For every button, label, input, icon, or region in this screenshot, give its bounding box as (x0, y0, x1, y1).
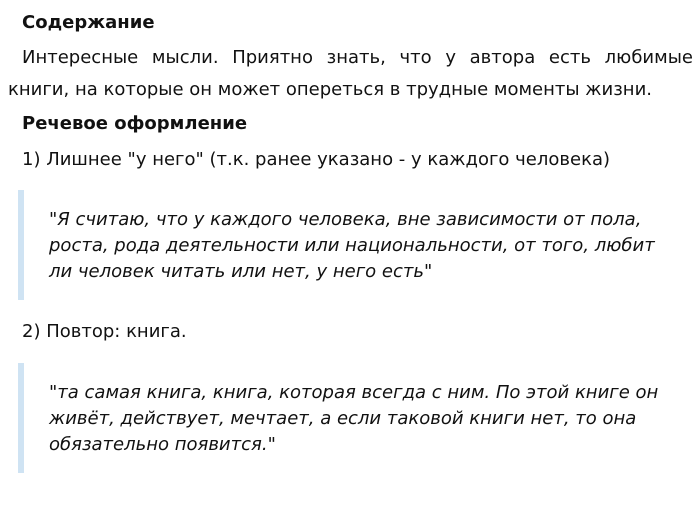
remark-2-quote-text: "та самая книга, книга, которая всегда с ним. По этой книге он живёт, действует, мечтает, а если таковой книги нет, то она обязательно появится." (49, 382, 659, 455)
remark-1-quote (18, 190, 658, 300)
speech-heading: Речевое оформление (22, 113, 248, 134)
remark-1-quote-text: "Я считаю, что у каждого человека, вне зависимости от пола, роста, рода деятельности или национальности, от того, любит ли человек читать или нет, у него есть" (49, 209, 655, 282)
remark-1-label: 1) Лишнее "у него" (т.к. ранее указано - у каждого человека) (22, 149, 610, 170)
content-paragraph: Интересные мысли. Приятно знать, что у автора есть любимые книги, на которые он может опереться в трудные моменты жизни. (8, 47, 693, 100)
remark-2-quote (18, 363, 658, 473)
content-heading: Содержание (22, 12, 155, 33)
remark-2-label: 2) Повтор: книга. (22, 321, 187, 342)
